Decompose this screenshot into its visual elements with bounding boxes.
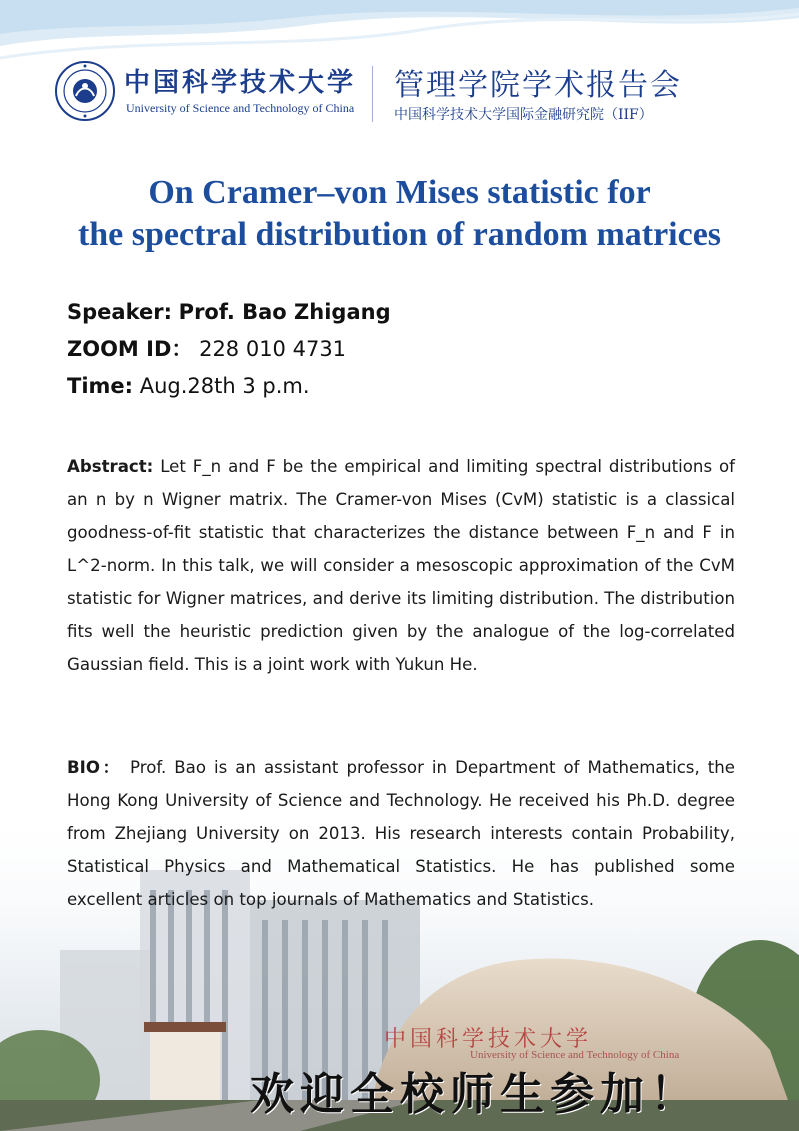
header [54, 60, 754, 130]
header-wave-decoration [0, 0, 799, 60]
talk-title-line-1: On Cramer–von Mises statistic for [148, 174, 651, 211]
welcome-banner: 欢迎全校师生参加！ [250, 1069, 700, 1120]
zoom-label: ZOOM ID： [67, 337, 193, 361]
bio-label: BIO： [67, 758, 123, 777]
speaker-value: Prof. Bao Zhigang [178, 300, 391, 324]
talk-title-line-2: the spectral distribution of random matrices [77, 216, 722, 253]
abstract-paragraph [67, 450, 735, 681]
university-seal-icon [54, 60, 116, 122]
speaker-line [67, 294, 747, 331]
report-series-title: 管理学院学术报告会 [394, 68, 682, 103]
talk-info [67, 294, 747, 405]
abstract-text: Let F_n and F be the empirical and limiting spectral distributions of an n by n Wigner matrix. The Cramer-von Mises (CvM) statistic is a classical goodness-of-fit statistic that characterizes the distance between F_n and F in L^2-norm. In this talk, we will consider a mesoscopic approximation of the CvM statistic for Wigner matrices, and derive its limiting distribution. The distribution fits well the heuristic prediction given by the analogue of the log-correlated Gaussian field. This is a joint work with Yukun He. [67, 457, 735, 674]
abstract-label: Abstract: [67, 457, 154, 476]
header-divider [372, 66, 373, 122]
rock-inscription-en: University of Science and Technology of China [470, 1049, 680, 1061]
report-series-subtitle: 中国科学技术大学国际金融研究院（IIF） [394, 107, 653, 123]
speaker-label: Speaker: [67, 300, 172, 324]
time-label: Time: [67, 374, 134, 398]
zoom-line [67, 331, 747, 368]
time-line [67, 368, 747, 405]
university-name-cn: 中国科学技术大学 [124, 68, 357, 98]
time-value: Aug.28th 3 p.m. [139, 374, 310, 398]
zoom-id: 228 010 4731 [199, 337, 347, 361]
bio-paragraph [67, 751, 735, 916]
bio-text: Prof. Bao is an assistant professor in Department of Mathematics, the Hong Kong University of Science and Technology. He received his Ph.D. degree from Zhejiang University on 2013. His research interests contain Probability, Statistical Physics and Mathematical Statistics. He has published some excellent articles on top journals of Mathematics and Statistics. [67, 758, 735, 909]
rock-inscription-cn: 中国科学技术大学 [384, 1027, 593, 1052]
talk-title [0, 172, 799, 256]
university-name-en: University of Science and Technology of China [126, 101, 355, 115]
